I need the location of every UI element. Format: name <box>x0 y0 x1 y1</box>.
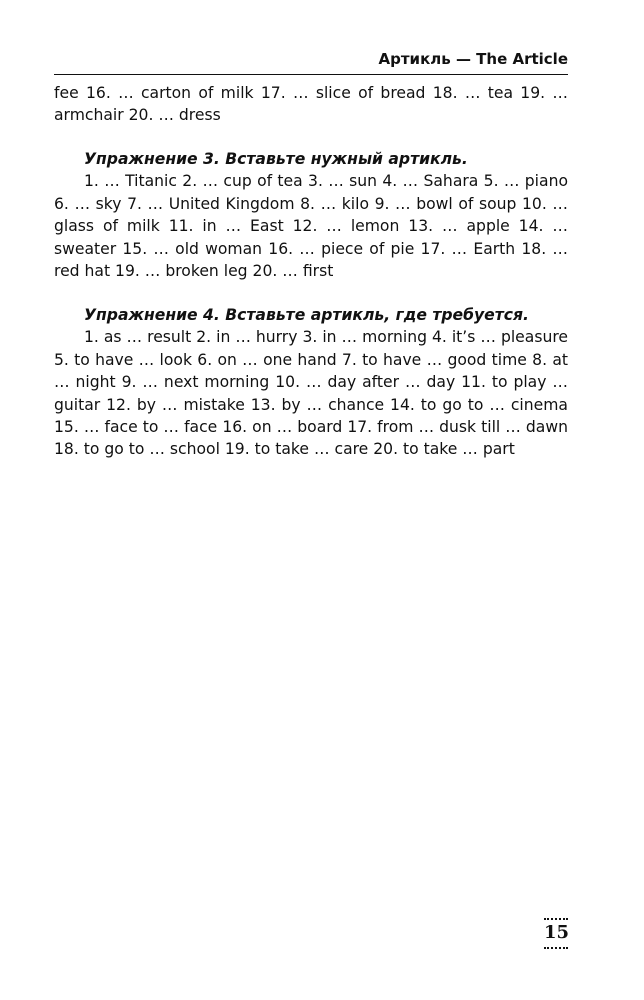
intro-text: fee 16. … carton of milk 17. … slice of bread 18. … tea 19. … armchair 20. … dress <box>54 84 568 125</box>
exercise-3 <box>54 148 568 282</box>
exercise-4-body: 1. as … result 2. in … hurry 3. in … morning 4. it’s … pleasure 5. to have … look 6. on … one hand 7. to have … good time 8. at … night 9. … next morning 10. … day after … day 11. to play … guitar 12. by … mistake 13. by … chance 14. to go to … cinema 15. … face to … face 16. on … board 17. from … dusk till … dawn 18. to go to … school 19. to take … care 20. to take … part <box>54 328 568 459</box>
exercise-4 <box>54 304 568 461</box>
exercise-3-title: Упражнение 3. Вставьте нужный артикль. <box>84 150 468 168</box>
page-number-block <box>544 918 568 949</box>
intro-paragraph <box>54 82 568 127</box>
running-head: Артикль — The Article <box>378 50 568 68</box>
folio-dots-bottom <box>544 947 568 949</box>
exercise-3-body: 1. … Titanic 2. … cup of tea 3. … sun 4. … Sahara 5. … piano 6. … sky 7. … United Kingdom 8. … kilo 9. … bowl of soup 10. … glass of milk 11. in … East 12. … lemon 13. … apple 14. … sweater 15. … old woman 16. … piece of pie 17. … Earth 18. … red hat 19. … broken leg 20. … first <box>54 172 568 281</box>
exercise-4-title: Упражнение 4. Вставьте артикль, где требуется. <box>84 306 529 324</box>
header-rule <box>54 74 568 75</box>
page-number: 15 <box>544 922 570 943</box>
